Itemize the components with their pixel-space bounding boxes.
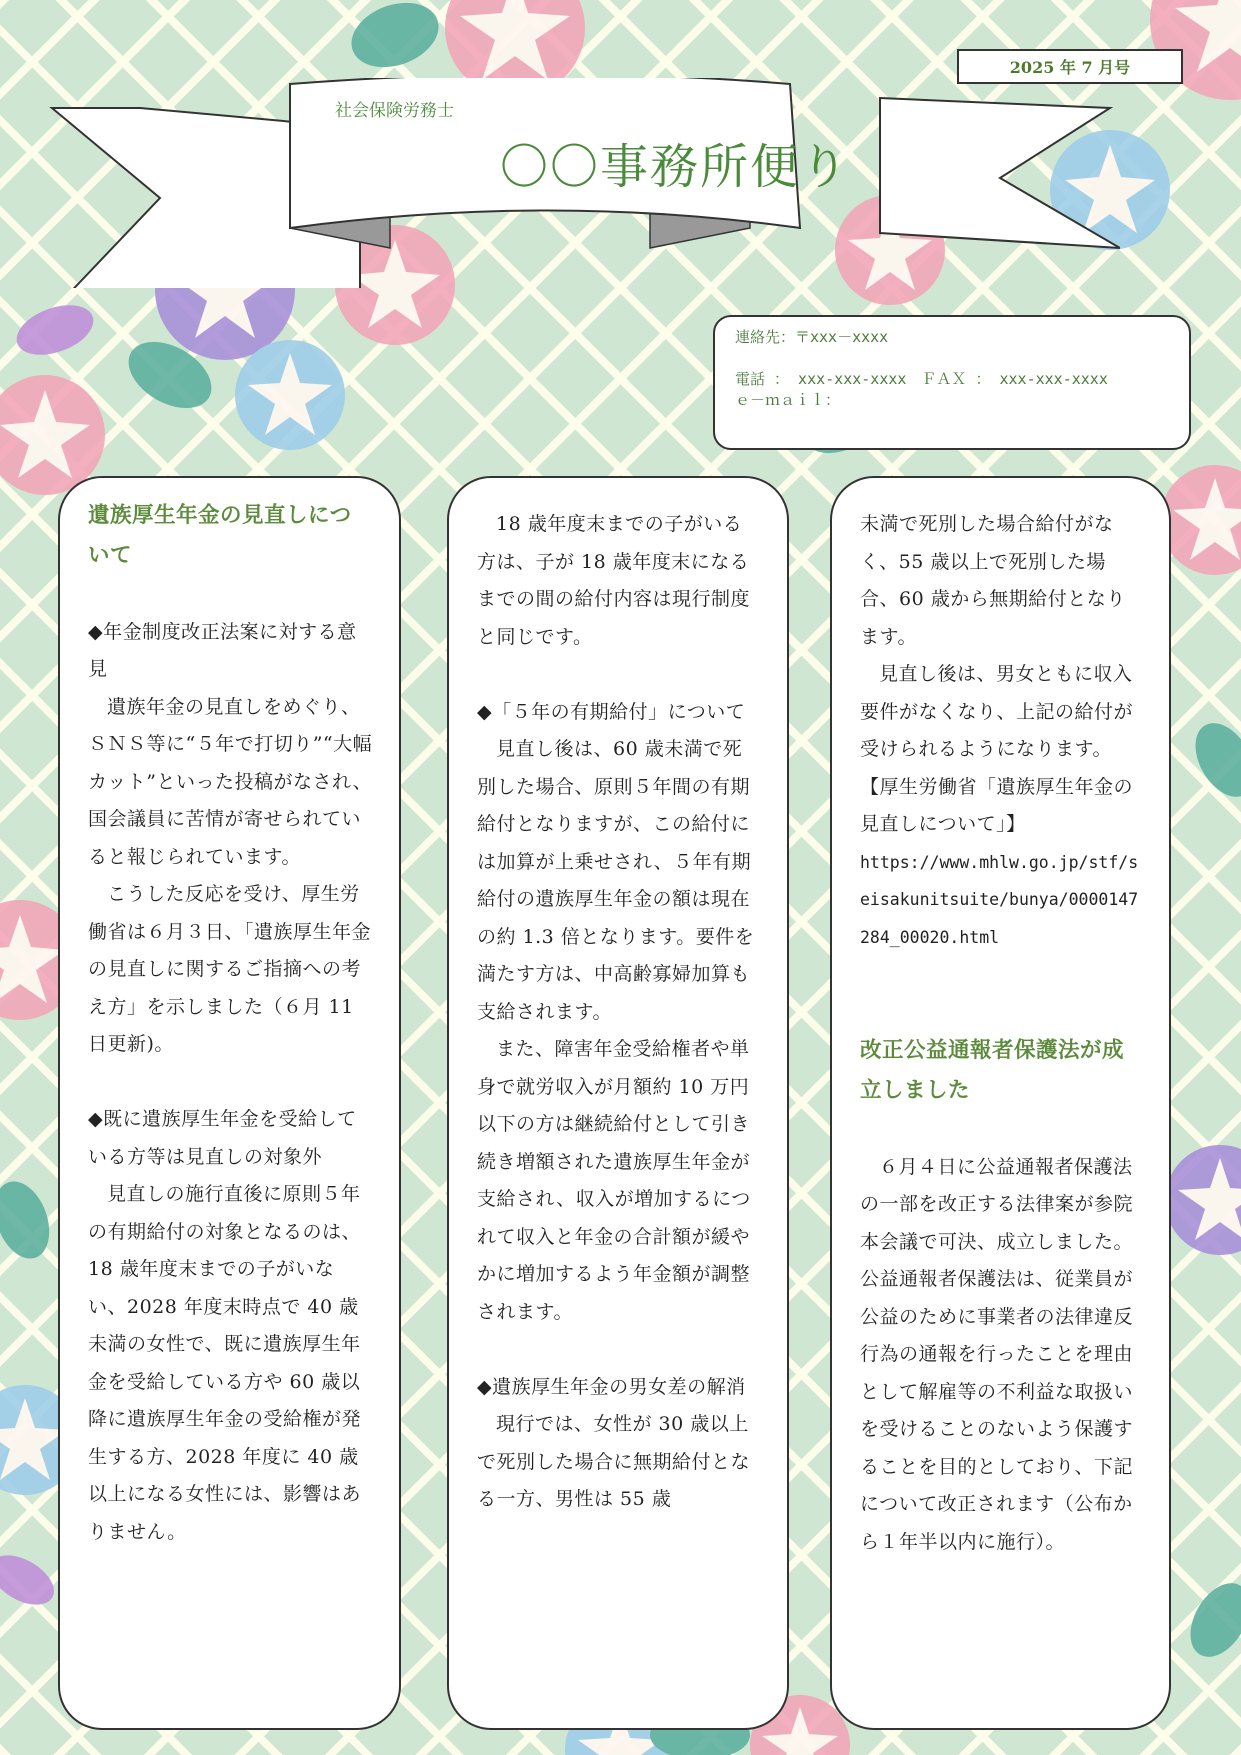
- banner-subtitle: 社会保険労務士: [335, 101, 454, 121]
- issue-label: 2025 年 7 月号: [957, 49, 1183, 84]
- paragraph: こうした反応を受け、厚生労働省は６月３日、｢遺族厚生年金の見直しに関するご指摘への考え方」を示しました（６月 11 日更新)。: [88, 883, 372, 1055]
- article-column-3: [830, 476, 1171, 1730]
- section-title: ◆既に遺族厚生年金を受給している方等は見直しの対象外: [88, 1108, 357, 1168]
- paragraph: ６月４日に公益通報者保護法の一部を改正する法律案が参院本会議で可決、成立しました。公益通報者保護法は、従業員が公益のために事業者の法律違反行為の通報を行ったことを理由として解雇等の不利益な取扱いを受けることのないよう保護することを目的としており、下記について改正されます（公布から１年半以内に施行）。: [860, 1155, 1134, 1553]
- paragraph: 遺族年金の見直しをめぐり、ＳＮＳ等に“５年で打切り”“大幅カット”といった投稿がなされ、国会議員に苦情が寄せられていると報じられています。: [88, 695, 373, 868]
- reference-url[interactable]: https://www.mhlw.go.jp/stf/seisakunitsuite/bunya/0000147284_00020.html: [860, 852, 1139, 947]
- newsletter-title: 〇〇事務所便り: [500, 139, 851, 195]
- section-title: ◆「５年の有期給付」について: [477, 700, 746, 723]
- flower-icon: [1160, 465, 1241, 575]
- article-column-1: [58, 476, 401, 1730]
- paragraph: 18 歳年度末までの子がいる方は、子が 18 歳年度末になるまでの間の給付内容は現行制度と同じです。: [477, 513, 751, 648]
- reference-title: 【厚生労働省「遺族厚生年金の見直しについて」】: [860, 775, 1134, 835]
- article-column-2: [447, 476, 789, 1730]
- section-title: ◆遺族厚生年金の男女差の解消: [477, 1375, 746, 1398]
- flower-icon: [1165, 1145, 1241, 1255]
- flower-icon: [235, 340, 345, 450]
- contact-box: [713, 315, 1191, 450]
- paragraph: 見直しの施行直後に原則５年の有期給付の対象となるのは、18 歳年度末までの子がいない、2028 年度末時点で 40 歳未満の女性で、既に遺族厚生年金を受給している方や 60 歳以降に遺族厚生年金の受給権が発生する方、2028 年度に 40 歳以上になる女性には、影響はありません。: [88, 1183, 362, 1543]
- paragraph: 未満で死別した場合給付がなく、55 歳以上で死別した場合、60 歳から無期給付となります。: [860, 513, 1126, 648]
- article-heading: 改正公益通報者保護法が成立しました: [860, 1038, 1125, 1103]
- paragraph: 現行では、女性が 30 歳以上で死別した場合に無期給付となる一方、男性は 55 歳: [477, 1413, 751, 1510]
- contact-email: ｅ－ｍａｉｌ：: [735, 390, 841, 409]
- paragraph: 見直し後は、男女ともに収入要件がなくなり、上記の給付が受けられるようになります。: [860, 663, 1134, 760]
- article-heading: 遺族厚生年金の見直しについて: [88, 503, 352, 568]
- contact-address: 連絡先：〒xxx－xxxx: [735, 328, 889, 346]
- section-title: ◆年金制度改正法案に対する意見: [88, 620, 357, 680]
- contact-phone-fax: 電話 ： xxx-xxx-xxxx ＦＡＸ ： xxx-xxx-xxxx: [735, 370, 1108, 389]
- paragraph: また、障害年金受給権者や単身で就労収入が月額約 10 万円以下の方は継続給付として引き続き増額された遺族厚生年金が支給され、収入が増加するにつれて収入と年金の合計額が緩やかに増加するよう年金額が調整されます。: [477, 1038, 751, 1323]
- paragraph: 見直し後は、60 歳未満で死別した場合、原則５年間の有期給付となりますが、この給付には加算が上乗せされ、５年有期給付の遺族厚生年金の額は現在の約 1.3 倍となります。要件を満たす方は、中高齢寡婦加算も支給されます。: [477, 738, 755, 1023]
